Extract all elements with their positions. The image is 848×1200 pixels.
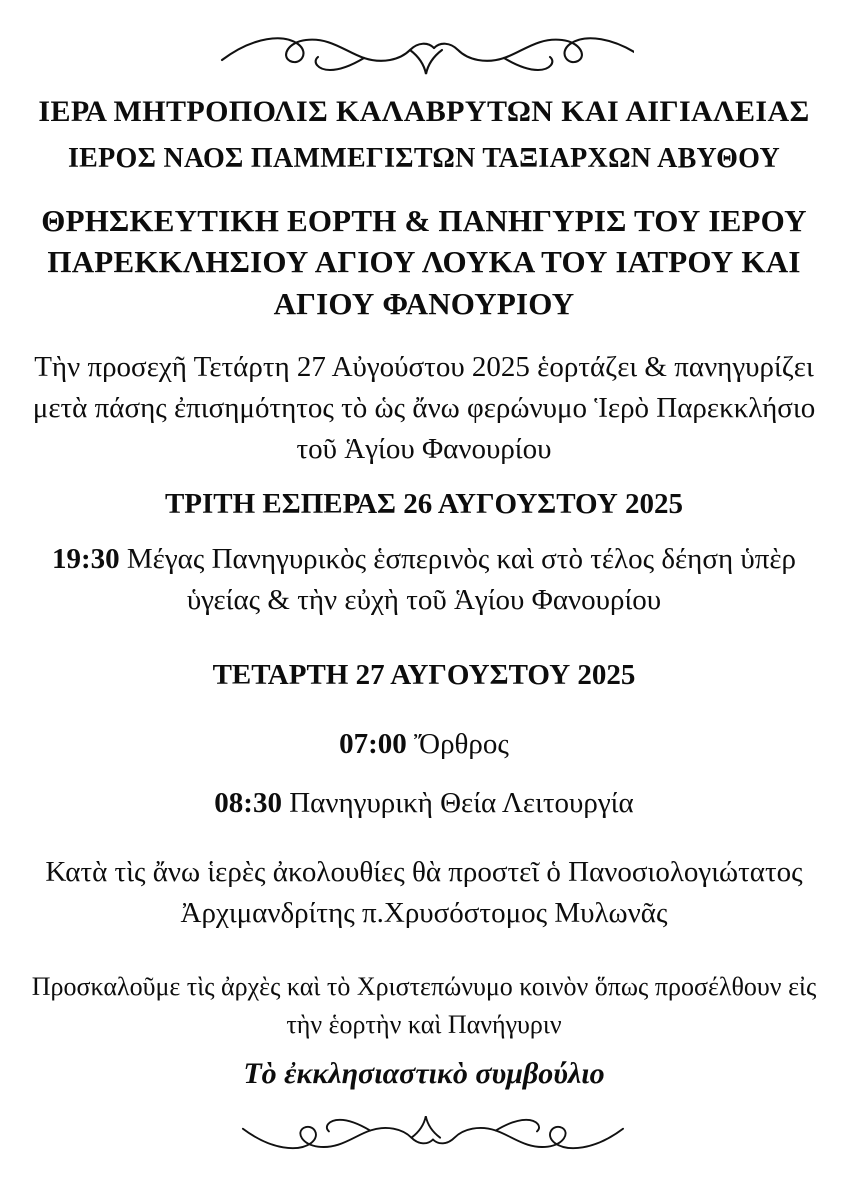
day1-event: Μέγας Πανηγυρικὸς ἑσπερινὸς καὶ στὸ τέλος δέηση ὑπὲρ ὑγείας & τὴν εὐχὴ τοῦ Ἁγίου Φανουρίου: [119, 542, 797, 616]
invitation-text: Προσκαλοῦμε τὶς ἀρχὲς καὶ τὸ Χριστεπώνυμο κοινὸν ὅπως προσέλθουν εἰς τὴν ἑορτὴν καὶ Πανήγυριν: [31, 972, 817, 1039]
day2-entry-1-time: 07:00: [339, 727, 407, 760]
signature: Τὸ ἐκκλησιαστικὸ συμβούλιο: [243, 1057, 605, 1091]
day1-time: 19:30: [51, 542, 120, 575]
day2-entry-2: [29, 783, 819, 824]
day2-entry-1: [29, 724, 819, 765]
day2-date: ΤΕΤΑΡΤΗ 27 ΑΥΓΟΥΣΤΟΥ 2025: [212, 659, 636, 691]
day1-date: ΤΡΙΤΗ ΕΣΠΕΡΑΣ 26 ΑΥΓΟΥΣΤΟΥ 2025: [164, 488, 684, 521]
intro-paragraph: Τὴν προσεχῆ Τετάρτη 27 Αὐγούστου 2025 ἑορτάζει & πανηγυρίζει μετὰ πάσης ἐπισημότητος τὸ ὡς ἄνω φερώνυμο Ἱερὸ Παρεκκλήσιο τοῦ Ἁγίου Φανουρίου: [32, 350, 816, 465]
day2-entry-2-time: 08:30: [214, 786, 282, 819]
flourish-ornament-icon: [214, 18, 634, 92]
day2-entry-2-event: Πανηγυρικὴ Θεία Λειτουργία: [281, 786, 634, 819]
day1-schedule-line: [29, 539, 819, 621]
church-name: ΙΕΡΟΣ ΝΑΟΣ ΠΑΜΜΕΓΙΣΤΩΝ ΤΑΞΙΑΡΧΩΝ ΑΒΥΘΟΥ: [67, 143, 781, 174]
event-title: ΘΡΗΣΚΕΥΤΙΚΗ ΕΟΡΤΗ & ΠΑΝΗΓΥΡΙΣ ΤΟΥ ΙΕΡΟΥ ΠΑΡΕΚΚΛΗΣΙΟΥ ΑΓΙΟΥ ΛΟΥΚΑ ΤΟΥ ΙΑΤΡΟΥ ΚΑΙ ΑΓΙΟΥ ΦΑΝΟΥΡΙΟΥ: [41, 202, 807, 322]
page-title: ΙΕΡΑ ΜΗΤΡΟΠΟΛΙΣ ΚΑΛΑΒΡΥΤΩΝ ΚΑΙ ΑΙΓΙΑΛΕΙΑΣ: [38, 95, 810, 128]
day2-entry-1-event: Ὄρθρος: [406, 727, 509, 760]
officiant-note: Κατὰ τὶς ἄνω ἱερὲς ἀκολουθίες θὰ προστεῖ ὁ Πανοσιολογιώτατος Ἀρχιμανδρίτης π.Χρυσόστομος Μυλωνᾶς: [45, 855, 803, 930]
flourish-ornament-icon-bottom: [214, 1095, 634, 1165]
